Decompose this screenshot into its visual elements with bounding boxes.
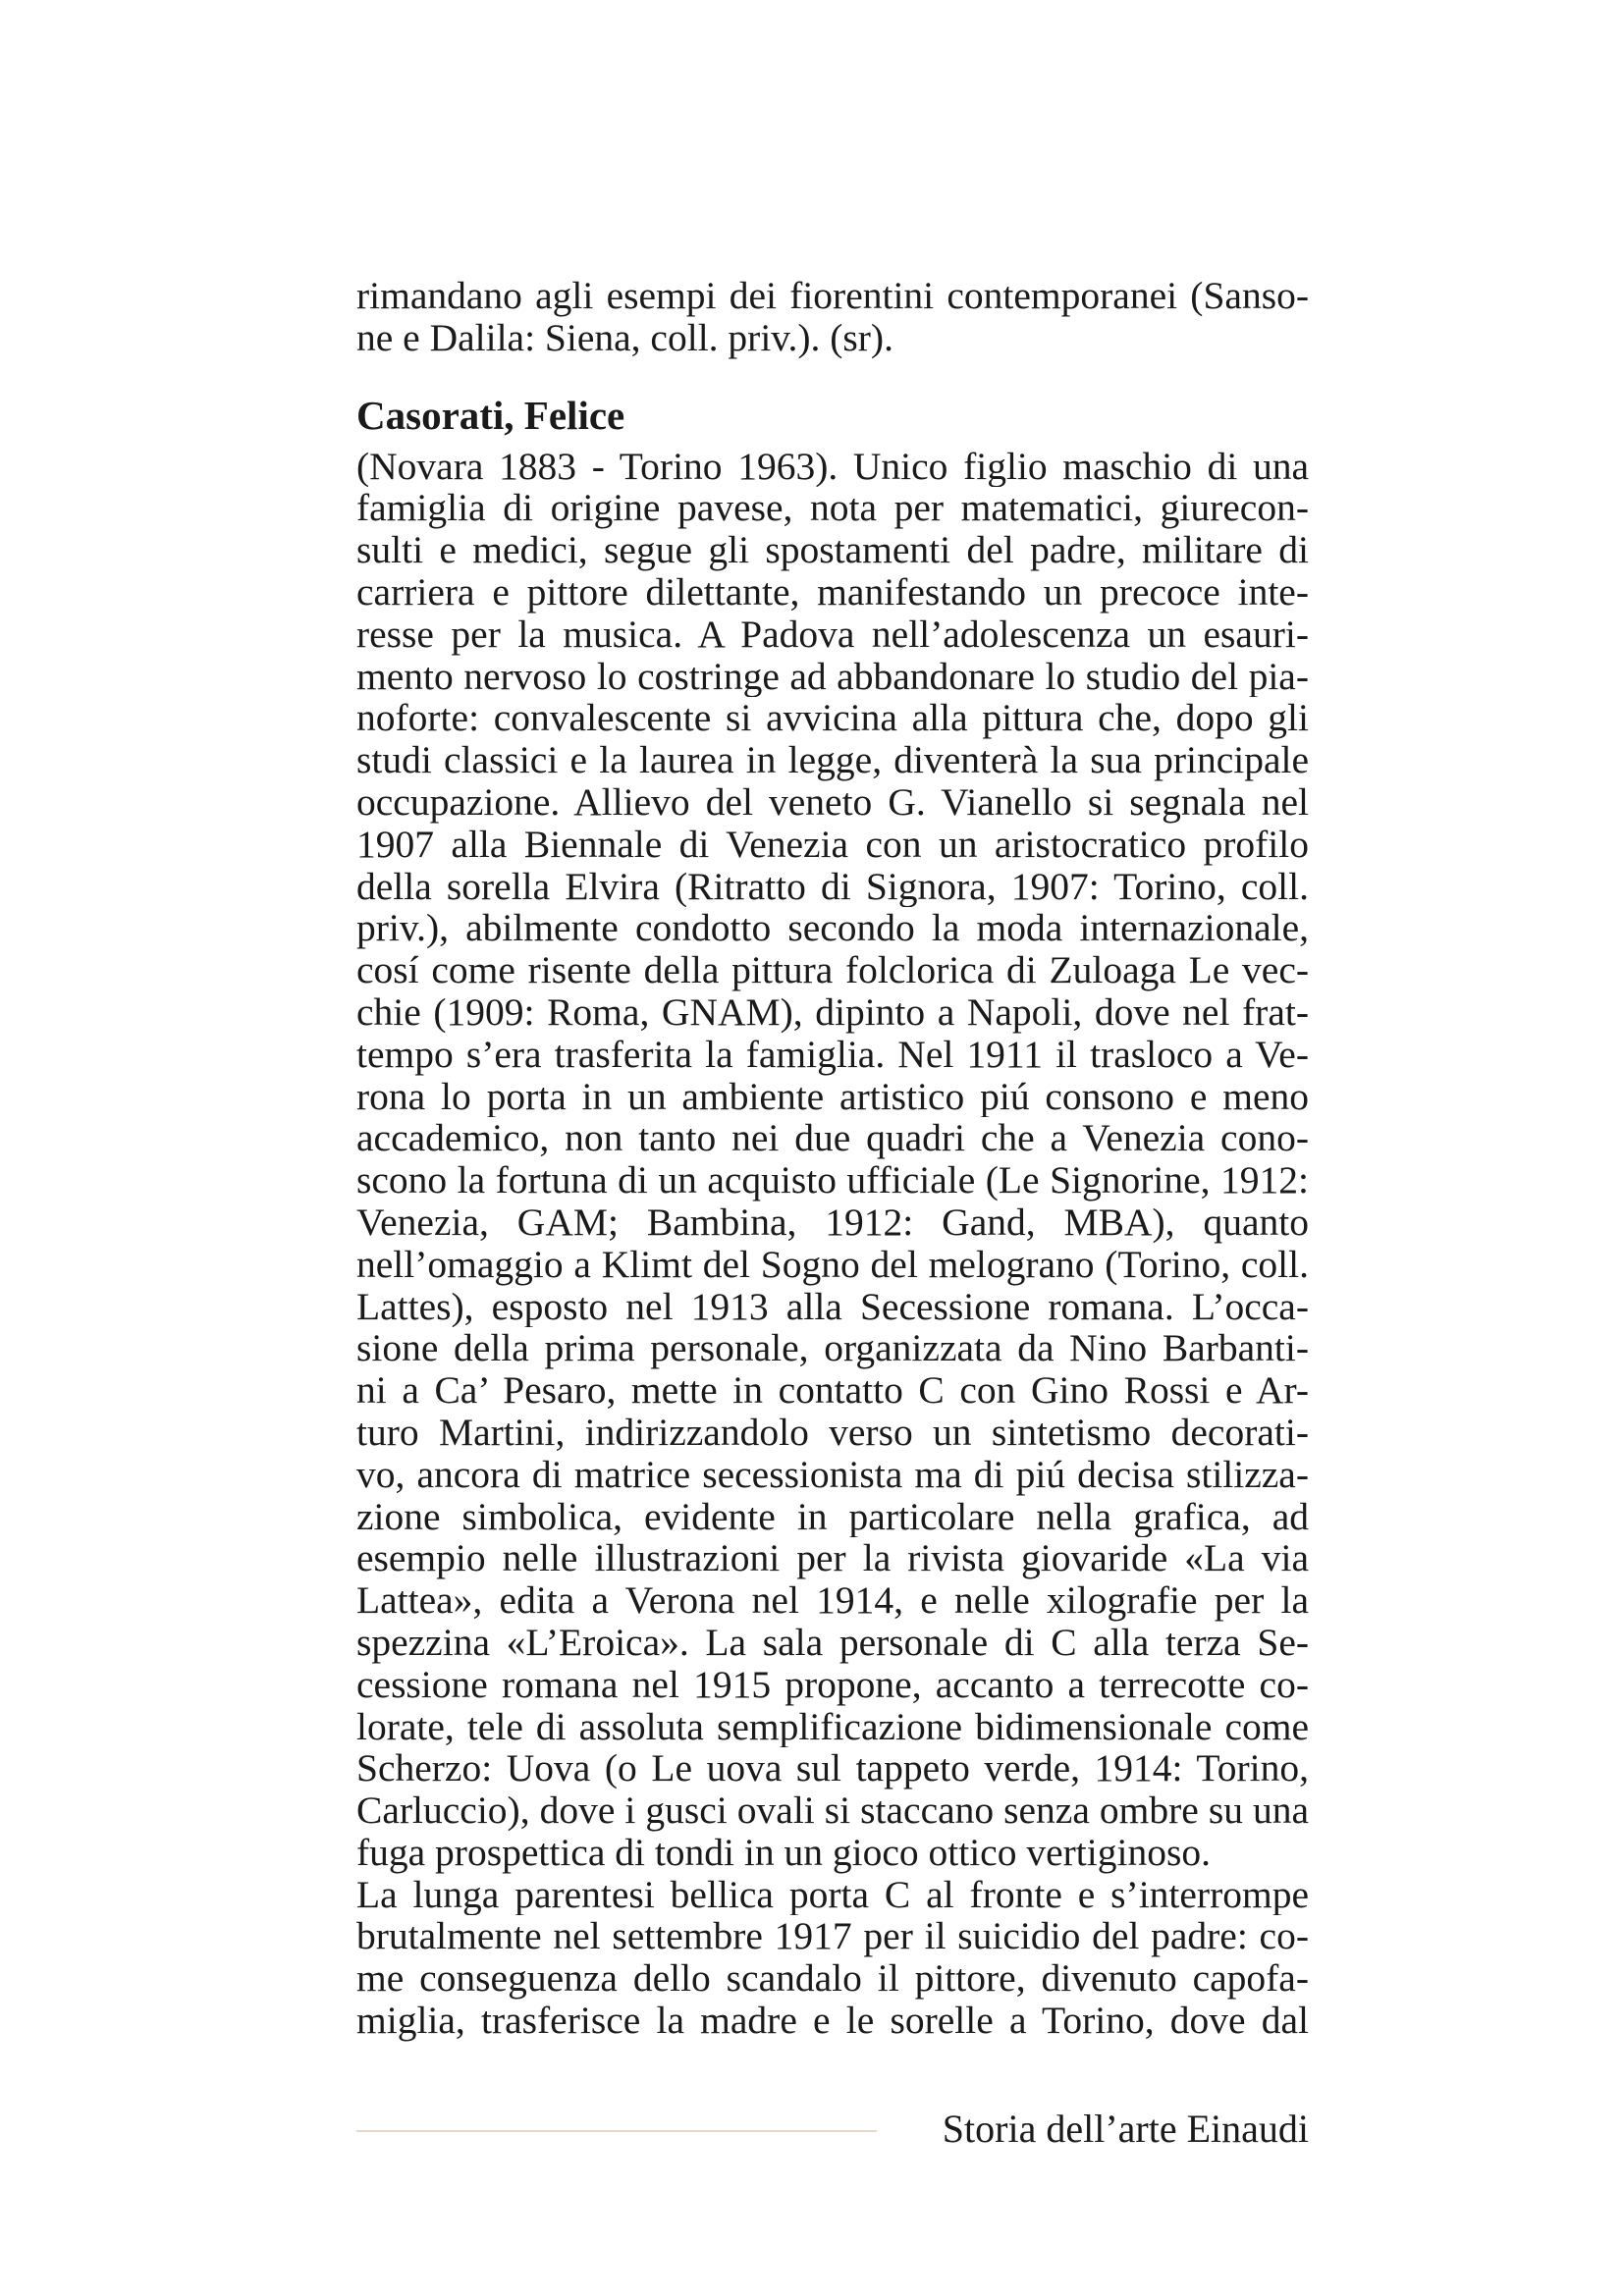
body-line: resse per la musica. A Padova nell’adolescenza un esauri- bbox=[356, 613, 1309, 656]
body-line: cosí come risente della pittura folclorica di Zuloaga Le vec- bbox=[356, 949, 1309, 991]
footer-title: Storia dell’arte Einaudi bbox=[942, 2107, 1309, 2151]
body-line: mento nervoso lo costringe ad abbandonare lo studio del pia- bbox=[356, 655, 1309, 698]
body-line: 1907 alla Biennale di Venezia con un aristocratico profilo bbox=[356, 823, 1309, 866]
body-line: studi classici e la laurea in legge, diventerà la sua principale bbox=[356, 739, 1309, 781]
body-line: tempo s’era trasferita la famiglia. Nel 1911 il trasloco a Ve- bbox=[356, 1033, 1309, 1076]
intro-line: ne e Dalila: Siena, coll. priv.). (sr). bbox=[356, 315, 893, 359]
body-line: sione della prima personale, organizzata da Nino Barbanti- bbox=[356, 1327, 1309, 1370]
body-line: famiglia di origine pavese, nota per matematici, giurecon- bbox=[356, 487, 1309, 530]
body-line: nell’omaggio a Klimt del Sogno del melograno (Torino, coll. bbox=[356, 1243, 1309, 1286]
body-line: zione simbolica, evidente in particolare nella grafica, ad bbox=[356, 1495, 1309, 1538]
body-line: chie (1909: Roma, GNAM), dipinto a Napoli, dove nel frat- bbox=[356, 990, 1309, 1034]
body-line: fuga prospettica di tondi in un gioco ottico vertiginoso. bbox=[356, 1830, 1211, 1874]
body-line: La lunga parentesi bellica porta C al fronte e s’interrompe bbox=[356, 1873, 1309, 1916]
body-line: priv.), abilmente condotto secondo la moda internazionale, bbox=[356, 907, 1309, 950]
body-line: Lattes), esposto nel 1913 alla Secessione romana. L’occa- bbox=[356, 1285, 1309, 1328]
body-line: miglia, trasferisce la madre e le sorelle a Torino, dove dal bbox=[356, 2000, 1309, 2042]
body-line: carriera e pittore dilettante, manifestando un precoce inte- bbox=[356, 570, 1309, 614]
body-line: rona lo porta in un ambiente artistico piú consono e meno bbox=[356, 1075, 1309, 1118]
body-line: Lattea», edita a Verona nel 1914, e nelle xilografie per la bbox=[356, 1579, 1309, 1622]
body-line: turo Martini, indirizzandolo verso un sintetismo decorati- bbox=[356, 1411, 1309, 1454]
body-line: occupazione. Allievo del veneto G. Vianello si segnala nel bbox=[356, 780, 1309, 824]
body-line: Venezia, GAM; Bambina, 1912: Gand, MBA), quanto bbox=[356, 1201, 1309, 1244]
body-line: vo, ancora di matrice secessionista ma di piú decisa stilizza- bbox=[356, 1453, 1309, 1496]
body-line: spezzina «L’Eroica». La sala personale di C alla terza Se- bbox=[356, 1621, 1309, 1664]
page-content bbox=[356, 275, 1309, 2042]
body-line: Scherzo: Uova (o Le uova sul tappeto verde, 1914: Torino, bbox=[356, 1747, 1309, 1790]
body-line: (Novara 1883 - Torino 1963). Unico figlio maschio di una bbox=[356, 445, 1309, 488]
body-line: cessione romana nel 1915 propone, accanto a terrecotte co- bbox=[356, 1663, 1309, 1706]
body-line: scono la fortuna di un acquisto ufficiale (Le Signorine, 1912: bbox=[356, 1159, 1309, 1201]
body-line: Carluccio), dove i gusci ovali si staccano senza ombre su una bbox=[356, 1789, 1309, 1832]
body-line: della sorella Elvira (Ritratto di Signora, 1907: Torino, coll. bbox=[356, 865, 1309, 908]
entry-heading: Casorati, Felice bbox=[356, 392, 625, 438]
body-line: ni a Ca’ Pesaro, mette in contatto C con Gino Rossi e Ar- bbox=[356, 1369, 1309, 1412]
body-line: accademico, non tanto nei due quadri che a Venezia cono- bbox=[356, 1117, 1309, 1160]
body-line: sulti e medici, segue gli spostamenti del padre, militare di bbox=[356, 529, 1309, 571]
body-line: brutalmente nel settembre 1917 per il suicidio del padre: co- bbox=[356, 1915, 1309, 1958]
body-line: esempio nelle illustrazioni per la rivista giovaride «La via bbox=[356, 1537, 1309, 1580]
footer-rule bbox=[356, 2130, 877, 2132]
intro-line: rimandano agli esempi dei fiorentini contemporanei (Sanso- bbox=[356, 275, 1309, 317]
body-line: lorate, tele di assoluta semplificazione bidimensionale come bbox=[356, 1705, 1309, 1748]
body-line: me conseguenza dello scandalo il pittore, divenuto capofa- bbox=[356, 1957, 1309, 2001]
body-line: noforte: convalescente si avvicina alla pittura che, dopo gli bbox=[356, 697, 1309, 740]
